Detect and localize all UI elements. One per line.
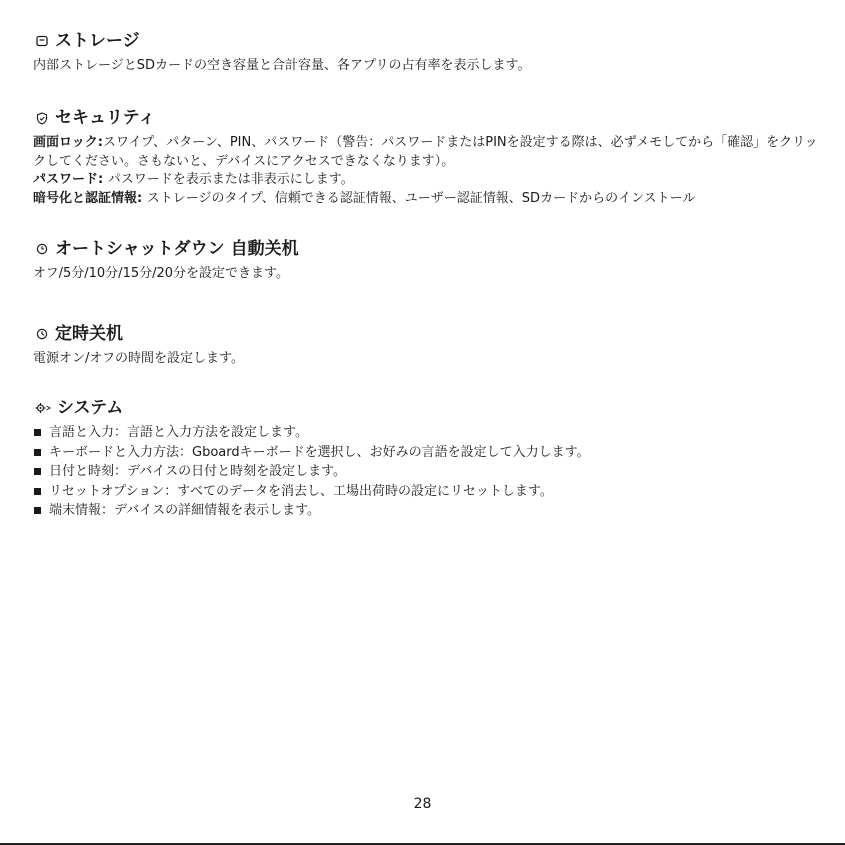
security-item-password — [33, 171, 823, 190]
list-item — [33, 462, 823, 482]
storage-heading — [33, 30, 823, 52]
list-item-text: キーボードと入力方法：Gboardキーボードを選択し、お好みの言語を設定して入力します。 — [49, 444, 590, 460]
storage-icon — [35, 34, 49, 48]
security-section — [33, 107, 823, 208]
list-item-text: 言語と入力：言語と入力方法を設定します。 — [49, 425, 308, 440]
security-term: パスワード — [33, 172, 99, 187]
security-item-screen-lock — [33, 134, 823, 171]
scheduled-power-section — [33, 323, 823, 369]
term-separator: : — [97, 135, 103, 150]
security-title: セキュリティ — [55, 108, 156, 128]
list-item — [33, 482, 823, 502]
bullet-square-icon — [34, 429, 41, 436]
term-separator: : — [98, 172, 108, 187]
auto-shutdown-title: オートシャットダウン 自動关机 — [55, 239, 299, 259]
security-item-encryption — [33, 190, 823, 209]
auto-shutdown-description: オフ/5分/10分/15分/20分を設定できます。 — [33, 266, 289, 281]
security-text: スワイプ、パターン、PIN、パスワード（警告：パスワードまたはPINを設定する際は、必ずメモしてから「確認」をクリックしてください。さもないと、デバイスにアクセスできなくなります）。 — [33, 135, 818, 169]
scheduled-power-heading — [33, 323, 823, 345]
storage-description: 内部ストレージとSDカードの空き容量と合計容量、各アプリの占有率を表示します。 — [33, 58, 531, 73]
security-term: 画面ロック — [33, 135, 98, 150]
auto-shutdown-section — [33, 238, 823, 284]
scheduled-power-description: 電源オン/オフの時間を設定します。 — [33, 351, 244, 366]
system-list — [33, 423, 823, 521]
bullet-square-icon — [34, 468, 41, 475]
list-item — [33, 501, 823, 521]
auto-shutdown-heading — [33, 238, 823, 260]
list-item-text: 端末情報：デバイスの詳細情報を表示します。 — [49, 503, 321, 518]
shield-check-icon — [35, 111, 49, 125]
bullet-square-icon — [34, 488, 41, 495]
power-timer-icon — [35, 242, 49, 256]
storage-title: ストレージ — [55, 31, 140, 51]
list-item-text: 日付と時刻：デバイスの日付と時刻を設定します。 — [49, 464, 347, 479]
scheduled-power-title: 定時关机 — [55, 324, 123, 344]
system-title: システム — [57, 398, 124, 418]
list-item — [33, 443, 823, 463]
bullet-square-icon — [34, 507, 41, 514]
storage-section — [33, 30, 823, 76]
security-term: 暗号化と認証情報 — [33, 190, 138, 206]
security-heading — [33, 107, 823, 129]
page-number: 28 — [413, 796, 432, 812]
system-settings-icon — [35, 401, 51, 415]
term-separator: : — [137, 190, 147, 206]
list-item — [33, 423, 823, 443]
clock-icon — [35, 327, 49, 341]
system-heading — [33, 397, 823, 419]
list-item-text: リセットオプション：すべてのデータを消去し、工場出荷時の設定にリセットします。 — [49, 483, 553, 499]
security-text: ストレージのタイプ、信頼できる認証情報、ユーザー認証情報、SDカードからのインストール — [146, 190, 696, 206]
system-section — [33, 397, 823, 521]
bullet-square-icon — [34, 449, 41, 456]
security-text: パスワードを表示または非表示にします。 — [107, 172, 354, 187]
